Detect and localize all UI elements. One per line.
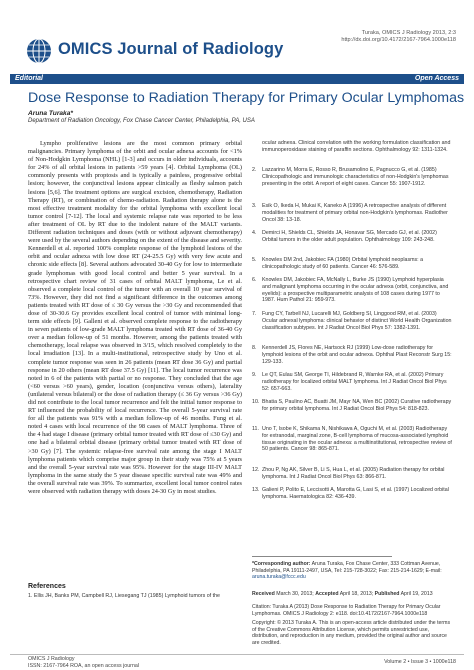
reference-item <box>252 345 452 365</box>
reference-number: 4. <box>252 230 257 236</box>
citation-info <box>276 30 456 44</box>
body-paragraph: Lympho proliferative lesions are the most common primary orbital malignancies. Primary lymphoma of the orbit and ocular adnexa accounts for <1% of Non-Hodgkin Lymphoma (NHL) [1-3] and occurs in older individuals, accounts for 24% of all orbital lesions in patients >59 years [4]. Orbital Lymphoma (OL) commonly presents with proptosis and is typically a painless, progressive orbital lesion; however, the conjunctival lesions appear clinically as fleshy salmon patch lesions [5,6]. The treatment options are surgical excision, chemotherapy, Radiation Therapy (RT), or combination of chemo-radiation. Radiation therapy alone is the most effective treatment modality for the orbital lymphoma with excellent local tumor control [7-12]. The local and systemic relapse rate was reported to be less after treatment of OL by RT due to the indolent nature of the MALT variants. Different radiation techniques and doses (with or without adjuvant chemotherapy) were used by the several authors depending on the extent of the disease and severity. Kennerdell et al. reported 100% complete response of the lymphoid lesions of the orbit and ocular adnexa with low dose RT (24-25.5 Gy) with very few acute and chronic side effects [8]. Several authors advocated 30-40 Gy for low to intermediate grade lymphomas with good local control and better 5 year survival. In a retrospective chart review of 31 cases of orbital MALT lymphoma, Le et al. observed a complete local control of the tumor with an overall 10 year survival of 73%. However, they did not find a significant difference in the outcomes among patients treated with RT dose of ≤ 30 Gy versus the >30 Gy and recommended that dose of 30-30.6 Gy provides excellent local control of tumor with minimal long-term side effects [9]. Galleni et al. observed complete response to the radiotherapy in seven patients of low-grade MALT lymphoma treated with RT dose of 36-40 Gy over a median follow-up of 51 months. However, among the patients treated with chemotherapy, local relapse was observed in 3/15, which resolved completely to the local irradiation [13]. In a multi-institutional, retrospective study by Uno et al. complete tumor response was seen in 26 patients (mean RT dose 36 Gy) and partial response in 20 others (mean RT dose 37.5 Gy) [11]. The local tumor recurrence was noted in 6 of the patients with partial or no response. They concluded that the age (<60 versus >60 years), gender, location (conjunctiva versus others), laterality (unilateral versus bilateral) or the dose of radiation therapy (≤ 36 Gy versus >36 Gy) did not contribute to the local tumor recurrence and felt the initial tumor response to RT influenced the probability of local recurrence. The overall 5-year survival rate for all the patients was 91% with a median follow-up of 46 months. Fung et al. noted 4 cases with local recurrence of the 98 cases of MALT lymphoma. Three of the 4 had stage I disease (primary orbital tumor treated with RT dose of ≤30 Gy) and one had a bilateral orbital disease (primary orbital tumor treated with RT dose of >30 Gy) [7]. The systemic relapse-free survival rate among the stage I MALT lymphoma patients which comprise major group in their study was 75% at 5 years and the overall 5-year survival rate was 95%. However for the stage III-IV MALT lymphoma in the same study the 5 year disease specific survival rate was 49% and the overall survival rate was 39%. To summarize, excellent local tumor control rates were observed with radiation therapy with doses 24-30 Gy in most studies. <box>28 140 242 496</box>
citation-line: Turaka, OMICS J Radiology 2013, 2:3 <box>361 30 456 36</box>
reference-text: Bhatia S, Paulino AC, Buatti JM, Mayr NA, Wen BC (2002) Curative radiotherapy for primary orbital lymphoma. Int J Radiat Oncol Biol Phys 54: 818-823. <box>262 399 452 412</box>
reference-item <box>252 487 452 501</box>
reference-text: Knowles DM 2nd, Jakobiec FA (1980) Orbital lymphoid neoplasms: a clinicopathologic study of 60 patients. Cancer 46: 576-589. <box>262 257 424 270</box>
copyright-note: Copyright: © 2013 Turaka A. This is an open-access article distributed under the terms of the Creative Commons Attribution License, which permits unrestricted use, distribution, and reproduction in any medium, provided the original author and source are credited. <box>252 620 451 646</box>
article-title: Dose Response to Radiation Therapy for Primary Ocular Lymphomas <box>28 90 465 106</box>
reference-text: Esik O, Ikeda H, Mukai K, Kaneko A (1996) A retrospective analysis of different modalities for treatment of primary orbital non-Hodgkin's lymphomas. Radiother Oncol 38: 13-18. <box>262 203 448 223</box>
reference-number: 3. <box>252 203 257 209</box>
reference-text: Zhou P, Ng AK, Silver B, Li S, Hua L, et al. (2005) Radiation therapy for orbital lymphoma. Int J Radiat Oncol Biol Phys 63: 866-871. <box>262 467 445 480</box>
reference-item <box>252 311 452 331</box>
reference-item <box>252 426 452 453</box>
footnote-divider <box>252 556 392 557</box>
accepted-label: Accepted <box>315 591 339 597</box>
article-type-label: Editorial <box>15 75 44 82</box>
open-access-label: Open Access <box>414 75 459 82</box>
footer-journal-name: OMICS J Radiology <box>28 656 75 662</box>
author-name: Aruna Turaka* <box>28 110 73 117</box>
reference-item <box>252 230 452 244</box>
corresponding-author-text: Aruna Turaka, Fox Chase Center, 333 Cottman Avenue, Philadelphia, PA 19111-2497, USA, Tel: 215-728-3022; Fax: 215-214-1629; E-mail: <box>252 561 442 574</box>
reference-item <box>252 399 452 413</box>
reference-number: 12. <box>252 467 260 473</box>
accepted-date: April 18, 2013; <box>339 591 374 597</box>
footer-volume-info: Volume 2 • Issue 3 • 1000e118 <box>384 659 456 665</box>
reference-number: 1. <box>28 593 33 599</box>
article-type-bar <box>10 74 464 84</box>
reference-text: Kennerdell JS, Flores NE, Hartsock RJ (1999) Low-dose radiotherapy for lymphoid lesions of the orbit and ocular adnexa. Ophthal Plast Reconstr Surg 15: 129-133. <box>262 345 452 365</box>
citation-note: Citation: Turaka A (2013) Dose Response to Radiation Therapy for Primary Ocular Lymphomas. OMICS J Radiology 2: e118. doi:10.4172/2167-7964.1000e118 <box>252 604 441 617</box>
received-label: Received <box>252 591 275 597</box>
reference-text: ocular adnexa. Clinical correlation with the working formulation classification and immunoperoxidase staining of paraffin sections. Ophthalmology 92: 1311-1324. <box>262 140 451 153</box>
references-heading: References <box>28 583 66 590</box>
reference-item <box>252 467 452 481</box>
reference-item <box>252 167 452 187</box>
published-date: April 19, 2013 <box>400 591 433 597</box>
reference-number: 10. <box>252 399 260 405</box>
article-body <box>28 140 242 580</box>
reference-number: 2. <box>252 167 257 173</box>
reference-text: Fung CY, Tarbell NJ, Lucarelli MJ, Goldberg SI, Linggood RM, et al. (2003) Ocular adnexal lymphoma: clinical behavior of distinct World Health Organization classification subtypes. Int J Radiat Oncol Biol Phys 57: 1382-1391. <box>262 311 452 331</box>
reference-text: Demirci H, Shields CL, Shields JA, Honavar SG, Mercado GJ, et al. (2002) Orbital tumors in the older adult population. Ophthalmology 109: 243-248. <box>262 230 437 243</box>
corresponding-author-label: *Corresponding author: <box>252 561 311 567</box>
reference-number: 9. <box>252 372 257 378</box>
footer-journal-info <box>28 656 139 669</box>
published-label: Published <box>374 591 400 597</box>
reference-text: Lazzarino M, Morra E, Rosso R, Brusamolino E, Pagnucco G, et al. (1985) Clinicopathologic and immunologic characteristics of non-Hodgkin's lymphomas presenting in the orbit. A report of eight cases. Cancer 55: 1907-1912. <box>262 167 449 187</box>
reference-text: Le QT, Eulau SM, George TI, Hildebrand R, Warnke RA, et al. (2002) Primary radiotherapy for localized orbital MALT lymphoma. Int J Radiat Oncol Biol Phys 52: 657-663. <box>262 372 447 392</box>
reference-number: 13. <box>252 487 260 493</box>
reference-text: Galieni P, Polito E, Leccisotti A, Marotta G, Lasi S, et al. (1997) Localized orbital lymphoma. Haematologica 82: 436-439. <box>262 487 449 500</box>
reference-number: 6. <box>252 277 257 283</box>
reference-number: 11. <box>252 426 259 432</box>
corresponding-author-note <box>252 561 452 581</box>
reference-number: 8. <box>252 345 257 351</box>
journal-name: OMICS Journal of Radiology <box>58 40 284 58</box>
reference-item <box>252 372 452 392</box>
author-email-link[interactable]: aruna.turaka@fccc.edu <box>252 574 306 581</box>
reference-text: Ellis JH, Banks PM, Campbell RJ, Liesegang TJ (1985) Lymphoid tumors of the <box>33 593 220 599</box>
received-date: March 30, 2013; <box>276 591 314 597</box>
journal-header <box>0 0 474 64</box>
reference-number: 7. <box>252 311 257 317</box>
omics-globe-icon <box>26 38 52 64</box>
reference-item <box>252 257 452 271</box>
doi-link[interactable]: http://dx.doi.org/10.4172/2167-7964.1000e118 <box>341 37 456 44</box>
reference-item <box>252 140 452 154</box>
reference-number: 5. <box>252 257 257 263</box>
reference-item <box>252 277 452 304</box>
author-affiliation: Department of Radiation Oncology, Fox Chase Cancer Center, Philadelphia, PA, USA <box>28 118 255 124</box>
reference-item <box>252 203 452 223</box>
footer-divider <box>10 654 464 655</box>
article-dates <box>252 591 452 598</box>
reference-text: Uno T, Isobe K, Shikama N, Nishikawa A, Oguchi M, et al. (2003) Radiotherapy for extranodal, marginal zone, B-cell lymphoma of mucosa-associated lymphoid tissue originating in the ocular adnexa: a multiinstitutional, retrospective review of 50 patients. Cancer 98: 865-871. <box>262 426 452 453</box>
reference-text: Knowles DM, Jakobiec FA, McNally L, Burke JS (1990) Lymphoid hyperplasia and malignant lymphoma occurring in the ocular adnexa (orbit, conjunctiva, and eyelids): a prospective multiparametric analysis of 108 cases during 1977 to 1987. Hum Pathol 21: 959-973. <box>262 277 449 304</box>
reference-item <box>28 593 242 600</box>
footer-issn: ISSN: 2167-7964 ROA, an open access journal <box>28 662 140 669</box>
